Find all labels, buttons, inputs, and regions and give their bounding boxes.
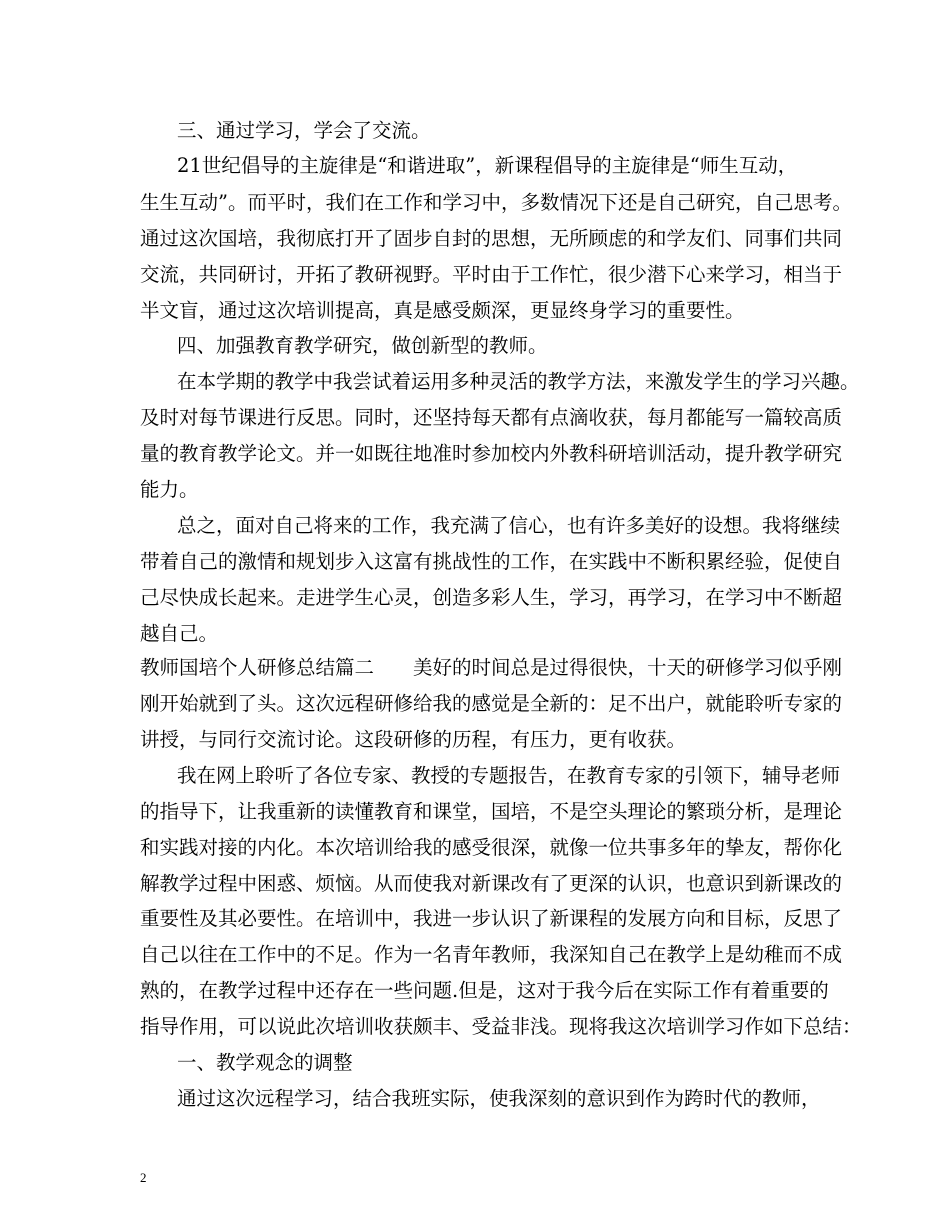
text-line: 三、通过学习，学会了交流。 bbox=[177, 119, 431, 142]
text-line: 量的教育教学论文。并一如既往地准时参加校内外教科研培训活动，提升教学研究 bbox=[140, 442, 843, 465]
text-line: 生生互动”。而平时，我们在工作和学习中，多数情况下还是自己研究，自己思考。 bbox=[140, 191, 852, 214]
text-line: 带着自己的激情和规划步入这富有挑战性的工作，在实践中不断积累经验，促使自 bbox=[140, 550, 843, 573]
text-line: 通过这次远程学习，结合我班实际，使我深刻的意识到作为跨时代的教师， bbox=[177, 1087, 821, 1110]
text-line: 四、加强教育教学研究，做创新型的教师。 bbox=[177, 334, 548, 357]
text-line: 越自己。 bbox=[140, 622, 219, 645]
text-line: 教师国培个人研修总结篇二 美好的时间总是过得很快，十天的研修学习似乎刚 bbox=[140, 656, 843, 679]
text-line: 解教学过程中困惑、烦恼。从而使我对新课改有了更深的认识，也意识到新课改的 bbox=[140, 872, 843, 895]
text-line: 总之，面对自己将来的工作，我充满了信心，也有许多美好的设想。我将继续 bbox=[177, 514, 841, 537]
text-line: 刚开始就到了头。这次远程研修给我的感觉是全新的：足不出户，就能聆听专家的 bbox=[140, 692, 843, 715]
text-line: 通过这次国培，我彻底打开了固步自封的思想，无所顾虑的和学友们、同事们共同 bbox=[140, 227, 843, 250]
text-line: 交流，共同研讨，开拓了教研视野。平时由于工作忙，很少潜下心来学习，相当于 bbox=[140, 263, 843, 286]
text-line: 自己以往在工作中的不足。作为一名青年教师，我深知自己在教学上是幼稚而不成 bbox=[140, 943, 843, 966]
text-line: 及时对每节课进行反思。同时，还坚持每天都有点滴收获，每月都能写一篇较高质 bbox=[140, 406, 843, 429]
text-line: 在本学期的教学中我尝试着运用多种灵活的教学方法，来激发学生的学习兴趣。 bbox=[177, 370, 860, 393]
text-line: 我在网上聆听了各位专家、教授的专题报告，在教育专家的引领下，辅导老师 bbox=[177, 764, 841, 787]
text-line: 能力。 bbox=[140, 478, 199, 501]
text-line: 己尽快成长起来。走进学生心灵，创造多彩人生，学习，再学习，在学习中不断超 bbox=[140, 586, 843, 609]
text-line: 和实践对接的内化。本次培训给我的感受很深，就像一位共事多年的挚友，帮你化 bbox=[140, 836, 843, 859]
text-line: 的指导下，让我重新的读懂教育和课堂，国培，不是空头理论的繁琐分析，是理论 bbox=[140, 800, 843, 823]
text-line: 讲授，与同行交流讨论。这段研修的历程，有压力，更有收获。 bbox=[140, 728, 687, 751]
text-line: 一、教学观念的调整 bbox=[177, 1051, 353, 1074]
text-line: 重要性及其必要性。在培训中，我进一步认识了新课程的发展方向和目标，反思了 bbox=[140, 907, 843, 930]
page-number: 2 bbox=[140, 1170, 147, 1185]
text-line: 半文盲，通过这次培训提高，真是感受颇深，更显终身学习的重要性。 bbox=[140, 299, 745, 322]
text-line: 21世纪倡导的主旋律是“和谐进取”，新课程倡导的主旋律是“师生互动， bbox=[177, 154, 798, 177]
text-line: 熟的，在教学过程中还存在一些问题.但是，这对于我今后在实际工作有着重要的 bbox=[140, 979, 829, 1002]
text-line: 指导作用，可以说此次培训收获颇丰、受益非浅。现将我这次培训学习作如下总结： bbox=[140, 1015, 862, 1038]
